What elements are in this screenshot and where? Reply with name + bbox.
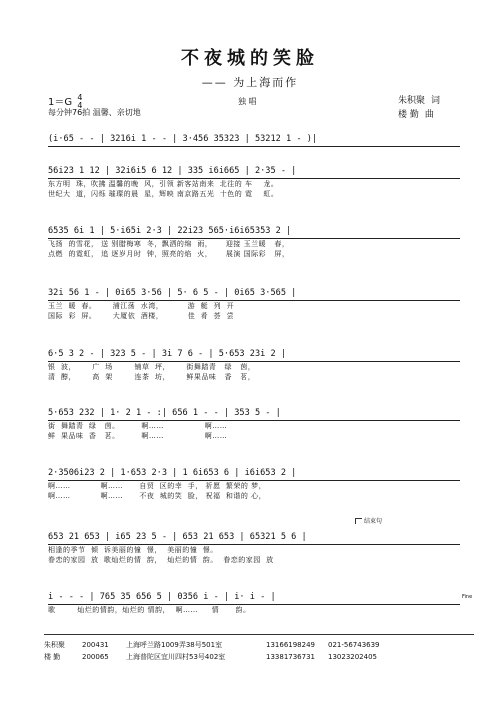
lyricist-role: 词 [431,96,441,106]
composer-credit [398,108,440,122]
score-line-4 [48,286,460,321]
score-line-7 [48,466,460,501]
lyric-verse-2: 啊…… 啊…… 不夜 城的笑 脸， 祝福 和谐的 心， [48,492,267,500]
notation-line: 653 21 653 | i65 23 5 - | 653 21 653 | 65321 5 6 | [48,530,460,545]
contact-name: 楼 勤 [44,653,61,661]
voice-type: 独 唱 [238,97,257,106]
notation-line: 6535 6i 1 | 5·i65i 2·3 | 22i23 565·i6i65353 2 | [48,224,460,239]
key-label: 1＝G [48,97,73,108]
contact-phone-1: 13381736731 [266,653,315,661]
score-line-2 [48,164,460,199]
score-line-6 [48,406,460,441]
ending-bracket-label: 结束句 [355,516,382,525]
lyric-verse-1: 相逢的季节 倾 诉美丽的憧 憬， 美丽的憧 憬。 [48,546,218,554]
notation-line: 2·3506i23 2 | 1·653 2·3 | 1 6i653 6 | i6i653 2 | [48,466,460,481]
score-line-3 [48,224,460,259]
contact-row-lyricist [44,639,474,651]
lyric-verse-2: 鲜 果品味 香 茗。 啊…… 啊…… [48,432,228,440]
time-top: 4 [77,93,83,102]
notation-line: 6·5 3 2 - | 323 5 - | 3i 7 6 - | 5·653 23i 2 | [48,347,460,362]
lyric-verse-1: 东方明 珠，吹拂 温馨的晚 风，引领 新客站南来 北往的 车 龙。 [48,180,279,188]
lyric-verse-1: 街 舞踏青 绿 茵。 啊…… 啊…… [48,422,228,430]
lyric-verse-1: 银 波， 广 场 铺草 坪， 街舞踏青 绿 茵， [48,363,256,371]
composer-name: 楼 勤 [398,110,419,120]
composer-role: 曲 [424,110,434,120]
contact-phone-2: 021-56743639 [328,641,380,649]
contact-address: 上海呼兰路1009弄38号501室 [126,641,223,649]
time-bottom: 4 [77,101,83,110]
lyric-verse-1: 啊…… 啊…… 自贸 区的幸 手， 祈愿 繁荣的 梦， [48,482,267,490]
credits [398,94,440,122]
notation-line: i - - - | 765 35 656 5 | 0356 i - | i· i - | [48,590,460,605]
notation-line: 32i 56 1 - | 0i65 3·56 | 5· 6 5 - | 0i65 3·565 | [48,286,460,301]
song-title: 不夜城的笑脸 [181,48,319,69]
notation-line: 5·653 232 | 1· 2 1 - :| 656 1 - - | 353 5 - | [48,406,460,421]
contact-row-composer [44,651,474,663]
lyric-verse-2: 世纪大 道，闪烁 璀璨的晨 星，辉映 南京路五光 十色的 霓 虹。 [48,190,279,198]
lyric-verse-2: 国际 彩 屏。 大厦依 酒楼， 佳 肴 荟 尝 [48,312,235,320]
fine-marking: Fine [462,594,473,600]
lyricist-name: 朱积聚 [398,96,426,106]
score-line-8 [48,530,460,565]
score-line-1 [48,132,460,147]
contact-phone-1: 13166198249 [266,641,315,649]
lyric-verse-1: 歌 灿烂的情韵，灿烂的 情韵， 啊…… 情 韵。 [48,606,251,614]
score-line-5 [48,347,460,382]
lyric-verse-2: 清 醇， 高 架 连茶 坊， 鲜果品味 香 茗， [48,373,256,381]
contact-phone-2: 13023202405 [328,653,377,661]
notation-line: 56i23 1 12 | 32i6i5 6 12 | 335 i6i665 | 2·35 - | [48,164,460,179]
song-subtitle: —— 为上海而作 [201,76,299,89]
contact-name: 朱积聚 [44,641,65,649]
lyricist-credit [398,94,440,108]
score-line-9 [48,590,460,615]
contact-footer [44,634,474,663]
lyric-verse-1: 飞扬 的雪花， 送 别腊梅寒 冬，飘洒的绵 雨， 迎接 玉兰暖 春， [48,240,290,248]
lyric-verse-1: 玉兰 暖 春。 浦江荡 水湾， 游 艇 列 开 [48,302,235,310]
contact-address: 上海普陀区宜川四村53号402室 [126,653,226,661]
contact-zip: 200431 [82,641,109,649]
notation-line: (i·65 - - | 3216i 1 - - | 3·456 35323 | 53212 1 - )| [48,132,460,147]
lyric-verse-2: 点燃 的霓虹， 追 逐岁月时 钟，照亮的焰 火， 展演 国际彩 屏， [48,250,290,258]
lyric-verse-2: 眷恋的家园 放 歌灿烂的情 韵， 灿烂的情 韵。 眷恋的家园 放 [48,556,274,564]
tempo-marking: 每分钟76拍 温馨、亲切地 [48,108,141,117]
contact-zip: 200065 [82,653,109,661]
